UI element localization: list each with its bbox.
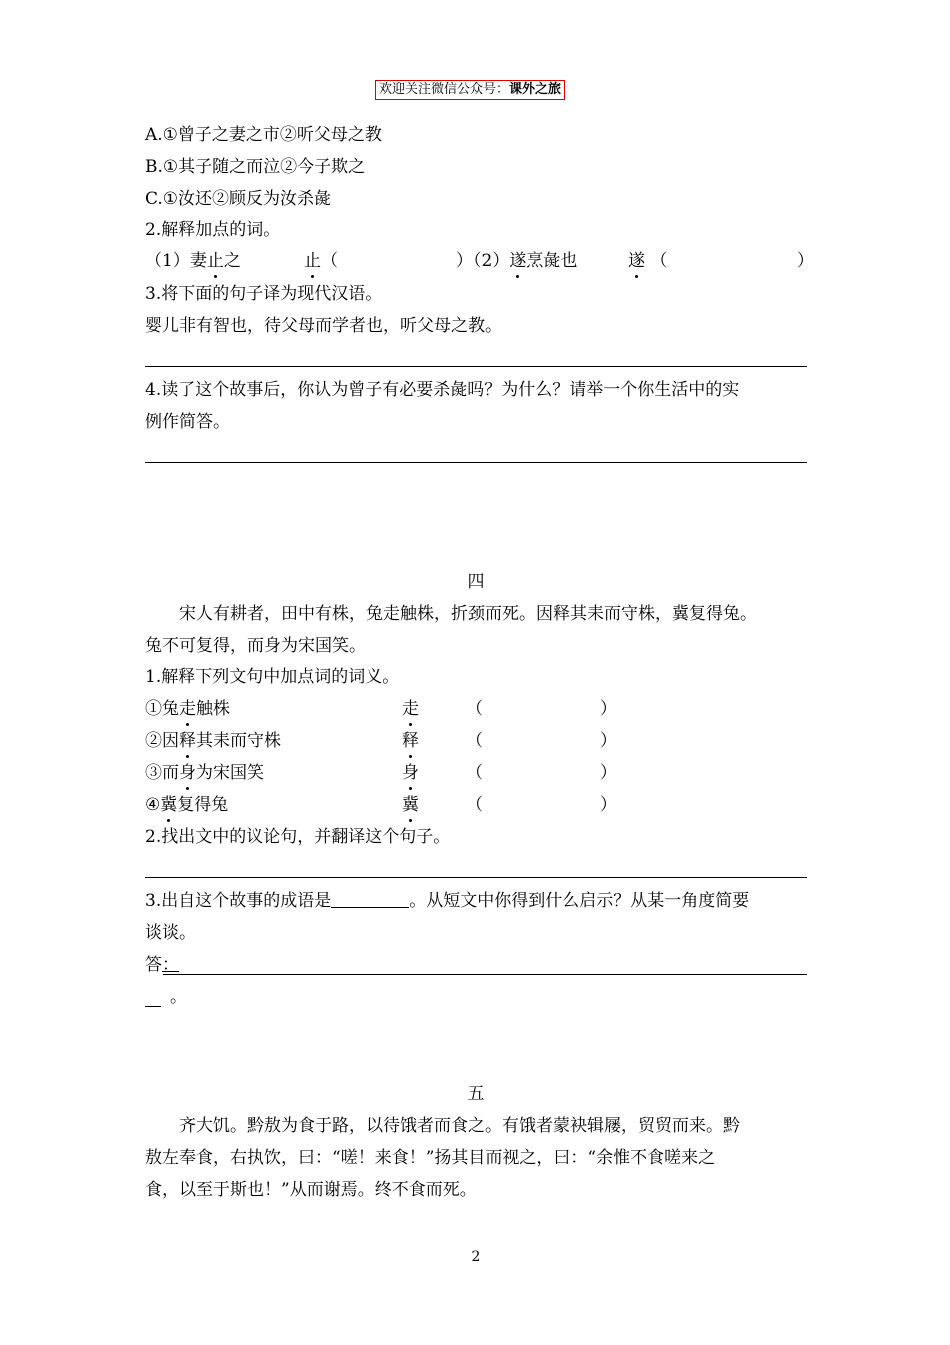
header-prefix: 欢迎关注微信公众号： [379,82,510,97]
section-4-question-3-line-2: 谈谈。 [145,923,196,943]
answer-line[interactable] [145,462,807,463]
question-2: 2.解释加点的词。 [145,220,281,240]
vocab-key-2: 释 [402,731,419,751]
vocab-item-2: ②因释其耒而守株 [145,731,281,751]
section-5-passage-line-1: 齐大饥。黔敖为食于路，以待饿者而食之。有饿者蒙袂辑屦，贸贸而来。黔 [179,1116,740,1136]
answer-line-end[interactable] [145,1006,161,1007]
answer-label: 答： [145,955,179,975]
vocab-paren-close: ） [600,763,617,783]
vocab-key-4: 冀 [402,795,419,815]
answer-line[interactable] [145,877,807,878]
q2-item-1-key: 止（ [304,251,338,271]
header-banner [375,80,565,100]
idiom-blank[interactable] [331,891,409,908]
page-number: 2 [471,1249,481,1265]
q2-item-2-key: 遂 （ [628,251,668,271]
question-4-line-1: 4.读了这个故事后，你认为曾子有必要杀彘吗？为什么？请举一个你生活中的实 [145,380,740,400]
answer-end-period: 。 [170,987,187,1007]
q2-item-2-close: ） [797,251,814,271]
vocab-paren-open: （ [466,763,483,783]
section-5-title: 五 [467,1084,485,1104]
vocab-key-3: 身 [402,763,419,783]
vocab-paren-close: ） [600,699,617,719]
section-4-title: 四 [467,572,485,592]
section-4-passage-line-1: 宋人有耕者，田中有株，兔走触株，折颈而死。因释其耒而守株，冀复得兔。 [179,604,757,624]
option-a: A.①曾子之妻之市②听父母之教 [145,125,382,145]
section-5-passage-line-3: 食，以至于斯也！”从而谢焉。终不食而死。 [145,1180,477,1200]
question-4-line-2: 例作简答。 [145,412,230,432]
vocab-key-1: 走 [402,699,419,719]
section-4-question-3: 3.出自这个故事的成语是 。从短文中你得到什么启示？从某一角度简要 [145,891,750,911]
section-4-question-1: 1.解释下列文句中加点词的词义。 [145,667,400,687]
section-5-passage-line-2: 敖左奉食，右执饮，曰：“嗟！来食！”扬其目而视之，曰：“余惟不食嗟来之 [145,1148,716,1168]
section-4-passage-line-2: 兔不可复得，而身为宋国笑。 [145,636,366,656]
q2-item-1-close: ）（2）遂烹彘也 [456,251,578,271]
vocab-item-4: ④冀复得兔 [145,795,229,815]
vocab-paren-open: （ [466,731,483,751]
vocab-paren-close: ） [600,795,617,815]
vocab-item-1: ①兔走触株 [145,699,230,719]
question-3: 3.将下面的句子译为现代汉语。 [145,284,383,304]
vocab-paren-close: ） [600,731,617,751]
vocab-paren-open: （ [466,699,483,719]
answer-line[interactable] [145,366,807,367]
option-c: C.①汝还②顾反为汝杀彘 [145,189,332,209]
answer-line[interactable] [163,974,807,975]
option-b: B.①其子随之而泣②今子欺之 [145,157,366,177]
question-3-sentence: 婴儿非有智也，待父母而学者也，听父母之教。 [145,316,502,336]
section-4-question-2: 2.找出文中的议论句，并翻译这个句子。 [145,827,451,847]
vocab-paren-open: （ [466,795,483,815]
vocab-item-3: ③而身为宋国笑 [145,763,264,783]
header-account: 课外之旅 [509,82,562,97]
q2-item-1: （1）妻止之 [145,251,241,271]
